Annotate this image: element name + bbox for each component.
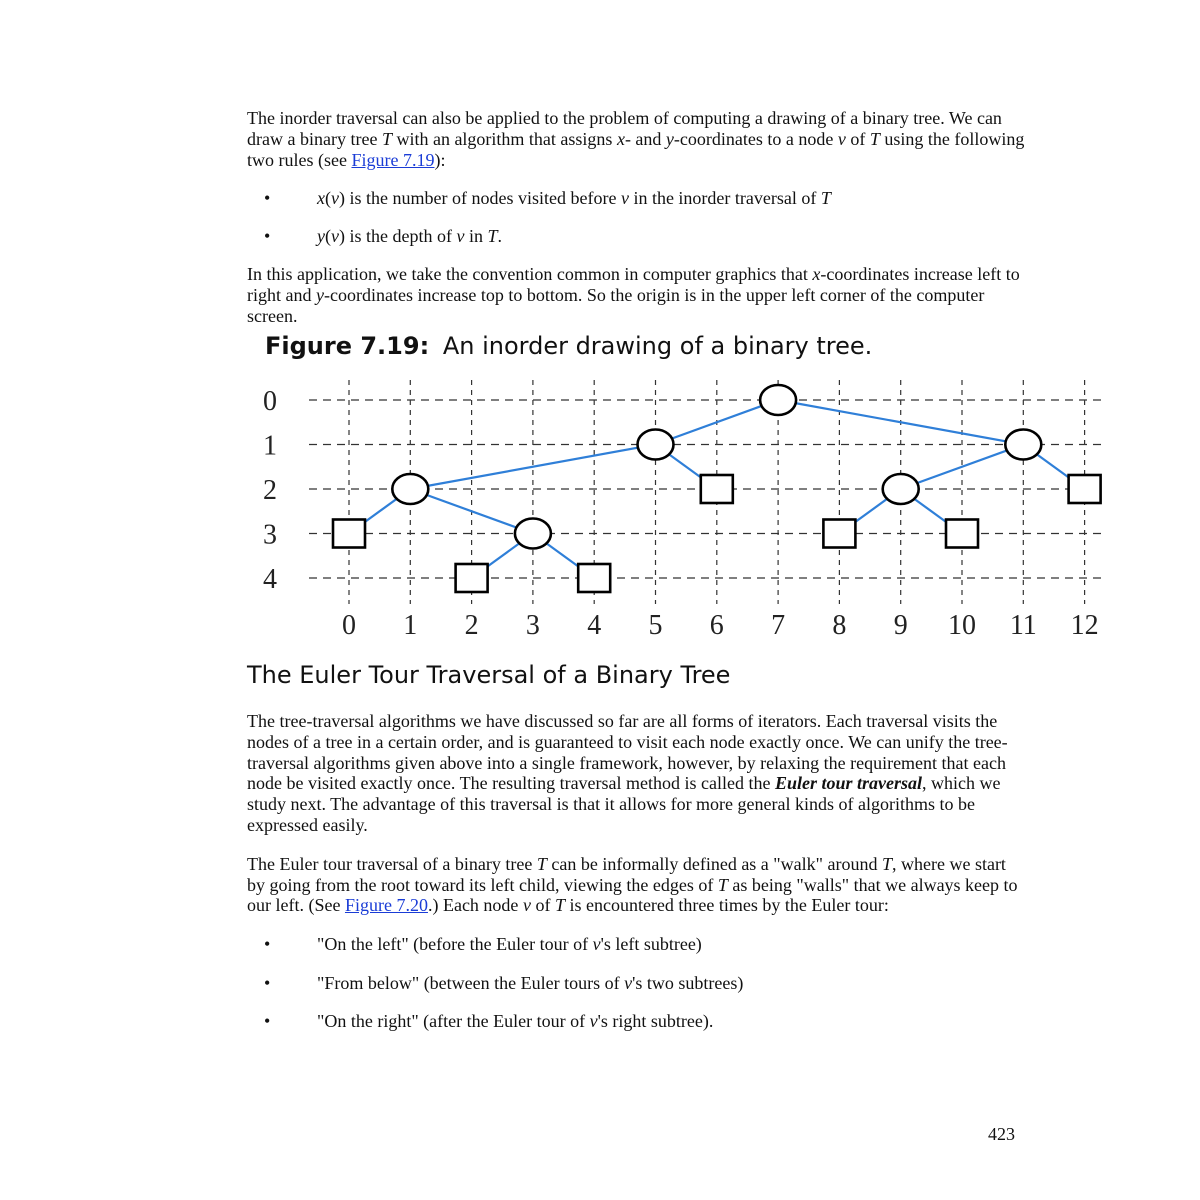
inorder-tree-figure — [247, 372, 1107, 652]
x-tick-label: 12 — [1070, 610, 1099, 641]
external-node — [456, 564, 488, 592]
x-tick-label: 2 — [464, 610, 479, 641]
internal-node — [638, 430, 674, 460]
x-tick-label: 10 — [948, 610, 976, 641]
bullet-icon: • — [264, 188, 271, 209]
external-node — [823, 520, 855, 548]
internal-node — [883, 474, 919, 504]
bullet-icon: • — [264, 934, 271, 955]
euler-encounter-list — [247, 934, 1027, 1031]
figure-label: Figure 7.19: — [265, 331, 430, 360]
internal-node — [1005, 430, 1041, 460]
x-tick-label: 5 — [648, 610, 663, 641]
x-tick-label: 11 — [1009, 610, 1037, 641]
figure-7-19-link[interactable]: Figure 7.19 — [351, 149, 435, 170]
figure-7-20-link[interactable]: Figure 7.20 — [344, 895, 428, 916]
x-tick-label: 0 — [342, 610, 356, 641]
figure-caption — [265, 331, 1027, 361]
external-node — [578, 564, 610, 592]
bullet-icon: • — [264, 226, 271, 247]
x-tick-label: 3 — [525, 610, 540, 641]
section-title: The Euler Tour Traversal of a Binary Tree — [247, 661, 731, 689]
y-tick-label: 4 — [263, 564, 277, 595]
paragraph-inorder-drawing: The inorder traversal can also be applied to the problem of computing a drawing of a binary tree. We can draw a binary tree T with an algorithm that assigns x- and y-coordinates to a node v of T using the following two rules (see Figure 7.19): — [247, 108, 1025, 170]
internal-node — [760, 385, 796, 415]
page-content — [247, 108, 1027, 361]
x-tick-label: 4 — [587, 610, 602, 641]
y-tick-label: 3 — [263, 519, 277, 551]
internal-node — [515, 519, 551, 549]
external-node — [946, 520, 978, 548]
paragraph-euler-intro: The tree-traversal algorithms we have discussed so far are all forms of iterators. Each traversal visits the nodes of a tree in a certain order, and is guaranteed to visit each node exactly once. We can unify the tree-traversal algorithms given above into a single framework, however, by relaxing the requirement that each node be visited exactly once. The resulting traversal method is called the Euler tour traversal, which we study next. The advantage of this traversal is that it allows for more general kinds of algorithms to be expressed easily. — [247, 711, 1008, 835]
external-node — [1069, 475, 1101, 503]
x-tick-label: 7 — [771, 610, 786, 641]
tree-edge — [656, 400, 779, 445]
x-tick-label: 9 — [893, 610, 908, 641]
external-node — [333, 520, 365, 548]
y-tick-label: 1 — [263, 430, 277, 462]
rules-list — [247, 188, 1027, 246]
page-number: 423 — [988, 1124, 1015, 1144]
tree-edge — [410, 489, 533, 534]
list-item: • x(v) is the number of nodes visited before v in the inorder traversal of T — [264, 188, 831, 209]
x-tick-label: 8 — [832, 610, 847, 641]
internal-node — [392, 474, 428, 504]
y-tick-label: 2 — [263, 475, 277, 506]
figure-caption-text: An inorder drawing of a binary tree. — [442, 331, 873, 360]
external-node — [701, 475, 733, 503]
tree-edge — [778, 400, 1023, 445]
paragraph-coordinate-convention: In this application, we take the convention common in computer graphics that x-coordinates increase left to right and y-coordinates increase top to bottom. So the origin is in the upper left corner of the computer screen. — [247, 264, 1020, 326]
bullet-icon: • — [264, 1011, 271, 1032]
paragraph-euler-walk: The Euler tour traversal of a binary tree T can be informally defined as a "walk" around T, where we start by going from the root toward its left child, viewing the edges of T as being "walls" that we always keep to our left. (See Figure 7.20.) Each node v of T is encountered three times by the Euler tour: — [247, 853, 1018, 916]
list-item: • "On the right" (after the Euler tour of v's right subtree). — [264, 1011, 714, 1032]
list-item: • "On the left" (before the Euler tour of v's left subtree) — [264, 934, 702, 955]
bullet-icon: • — [264, 972, 271, 993]
list-item: • "From below" (between the Euler tours of v's two subtrees) — [264, 972, 744, 993]
page-content-lower — [247, 660, 1027, 1050]
list-item: • y(v) is the depth of v in T. — [264, 226, 503, 247]
y-tick-label: 0 — [263, 386, 277, 417]
x-tick-label: 6 — [709, 610, 724, 641]
x-tick-label: 1 — [403, 610, 418, 641]
